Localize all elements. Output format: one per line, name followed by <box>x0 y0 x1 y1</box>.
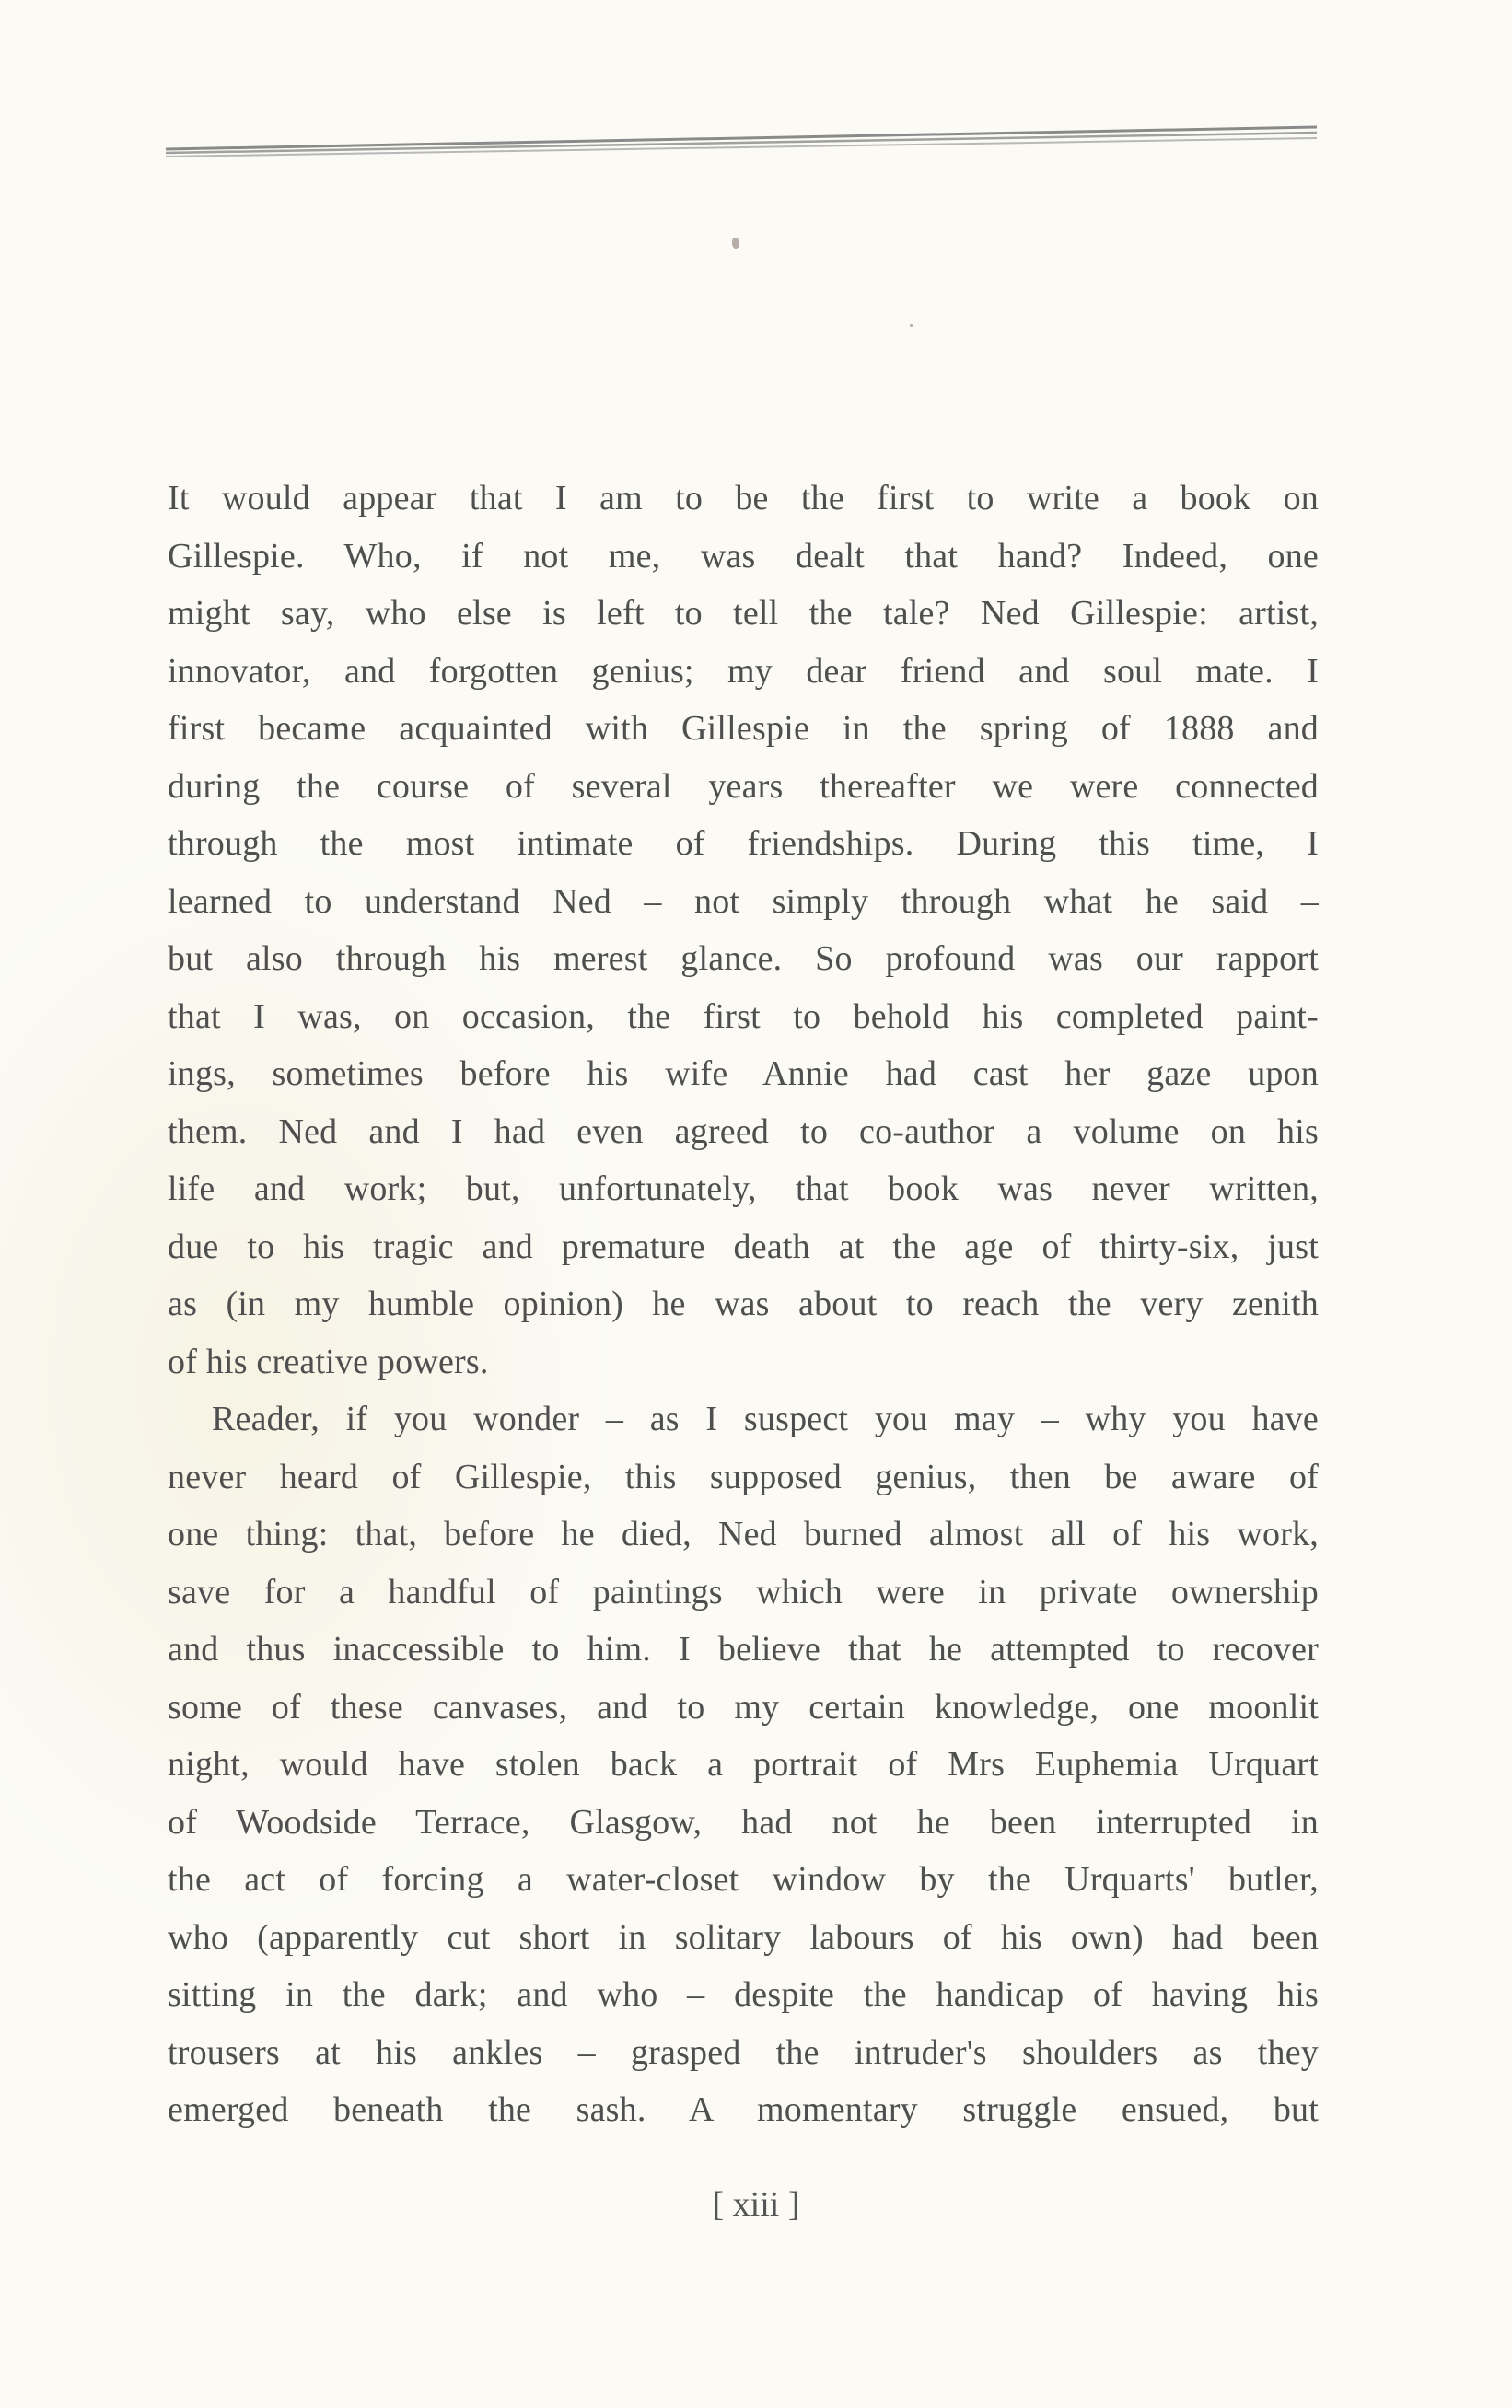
text-line: them. Ned and I had even agreed to co-author a volume on his <box>168 1111 1319 1151</box>
text-line: as (in my humble opinion) he was about to reach the very zenith <box>168 1285 1319 1323</box>
text-line: first became acquainted with Gillespie in the spring of 1888 and <box>168 709 1319 748</box>
text-line: Reader, if you wonder – as I suspect you may – why you have <box>212 1400 1319 1438</box>
text-line: through the most intimate of friendships. During this time, I <box>168 824 1319 863</box>
paragraph <box>168 470 1319 1390</box>
text-line: never heard of Gillespie, this supposed genius, then be aware of <box>168 1457 1319 1496</box>
text-line: night, would have stolen back a portrait of Mrs Euphemia Urquart <box>168 1745 1319 1784</box>
text-line: and thus inaccessible to him. I believe that he attempted to recover <box>168 1630 1319 1669</box>
text-line: learned to understand Ned – not simply through what he said – <box>168 881 1319 921</box>
text-line: due to his tragic and premature death at the age of thirty-six, just <box>168 1227 1319 1266</box>
page-number: [ xiii ] <box>712 2185 800 2224</box>
text-line: emerged beneath the sash. A momentary struggle ensued, but <box>168 2090 1319 2129</box>
text-line: might say, who else is left to tell the tale? Ned Gillespie: artist, <box>168 594 1319 633</box>
text-line: who (apparently cut short in solitary labours of his own) had been <box>168 1917 1319 1957</box>
text-line: some of these canvases, and to my certain knowledge, one moonlit <box>168 1687 1319 1727</box>
paragraph <box>168 1390 1319 2139</box>
text-line: save for a handful of paintings which were in private ownership <box>168 1572 1319 1611</box>
text-line: ings, sometimes before his wife Annie had cast her gaze upon <box>168 1054 1319 1093</box>
text-line: sitting in the dark; and who – despite the handicap of having his <box>168 1975 1319 2014</box>
paper-dot-mark <box>910 324 913 327</box>
text-line: the act of forcing a water-closet window by the Urquarts' butler, <box>168 1860 1319 1899</box>
text-line: one thing: that, before he died, Ned burned almost all of his work, <box>168 1515 1319 1553</box>
text-line: but also through his merest glance. So profound was our rapport <box>168 939 1319 978</box>
text-line: innovator, and forgotten genius; my dear friend and soul mate. I <box>168 651 1319 691</box>
body-text <box>168 470 1319 2139</box>
paper-speck-mark <box>732 238 739 249</box>
text-line: life and work; but, unfortunately, that book was never written, <box>168 1169 1319 1208</box>
text-line: of his creative powers. <box>168 1342 489 1381</box>
text-line: of Woodside Terrace, Glasgow, had not he been interrupted in <box>168 1802 1319 1842</box>
header-rule <box>166 122 1317 158</box>
text-line: It would appear that I am to be the first to write a book on <box>168 479 1319 518</box>
text-line: Gillespie. Who, if not me, was dealt that hand? Indeed, one <box>168 536 1319 576</box>
text-line: during the course of several years thereafter we were connected <box>168 766 1319 806</box>
text-line: trousers at his ankles – grasped the intruder's shoulders as they <box>168 2032 1319 2072</box>
text-line: that I was, on occasion, the first to behold his completed paint- <box>168 996 1319 1036</box>
